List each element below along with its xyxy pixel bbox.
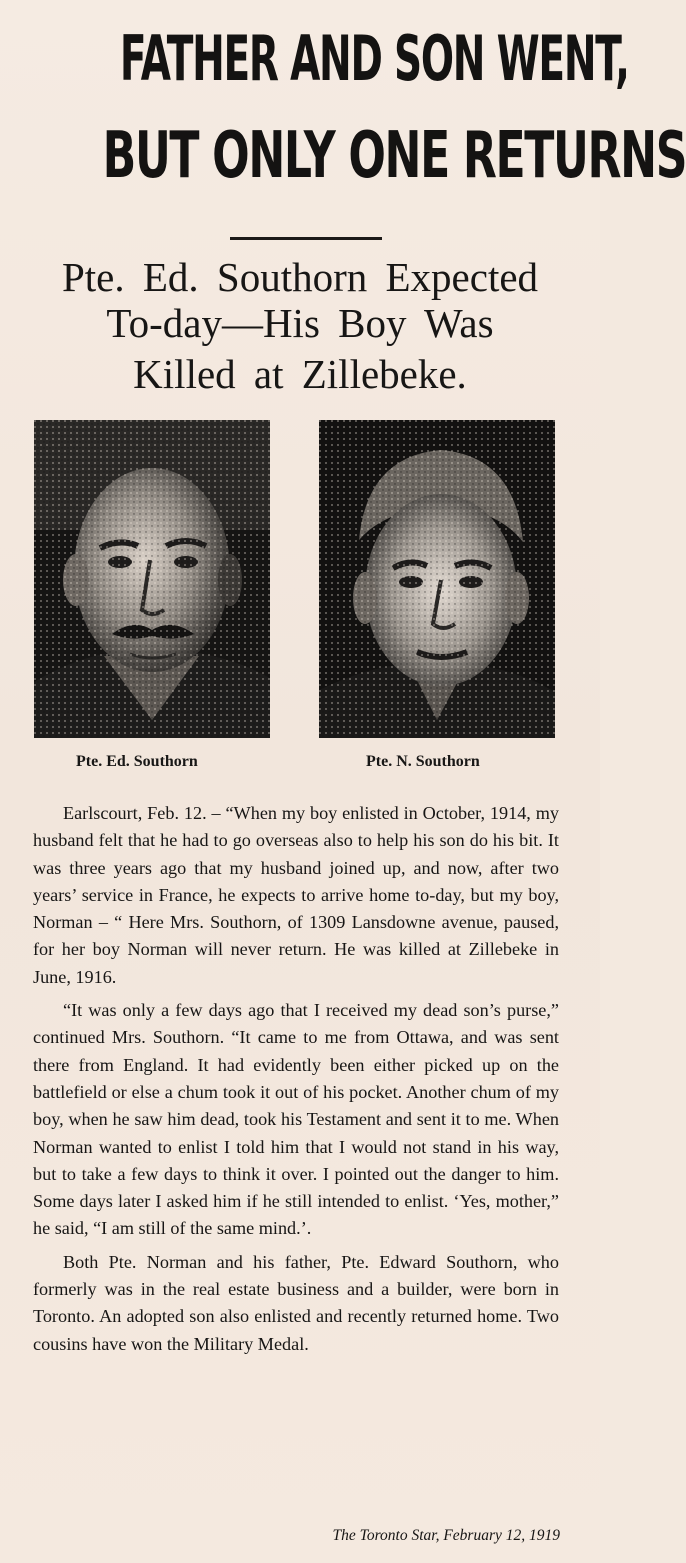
source-credit: The Toronto Star, February 12, 1919 [332, 1527, 560, 1544]
article-paragraph: Both Pte. Norman and his father, Pte. Edward Southorn, who formerly was in the real estate business and a builder, were born in Toronto. An adopted son also enlisted and recently returned home. Two cousins have won the Military Medal. [33, 1251, 559, 1354]
father-photo-caption: Pte. Ed. Southorn [76, 753, 198, 770]
article-body [33, 800, 559, 1358]
subheadline-line-2: To-day—His Boy Was [106, 300, 494, 346]
son-portrait-photo [319, 420, 555, 738]
father-portrait-photo [34, 420, 270, 738]
article-paragraph: “It was only a few days ago that I received my dead son’s purse,” continued Mrs. Southorn. “It came to me from Ottawa, and was sent there from England. It had evidently been either picked up on the battlefield or else a chum took it out of his pocket. Another chum of my boy, when he saw him dead, took his Testament and sent it to me. When Norman wanted to enlist I told him that I would not stand in his way, but to take a few days to think it over. I pointed out the danger to him. Some days later I asked him if he still intended to enlist. ‘Yes, mother,” he said, “I am still of the same mind.’. [33, 1000, 559, 1239]
subheadline-line-3: Killed at Zillebeke. [133, 351, 467, 397]
subheadline-line-1: Pte. Ed. Southorn Expected [61, 254, 539, 300]
headline-divider [230, 237, 382, 240]
article-paragraph: Earlscourt, Feb. 12. – “When my boy enlisted in October, 1914, my husband felt that he had to go overseas also to help his son do his bit. It was three years ago that my husband joined up, and now, after two years’ service in France, he expects to arrive home to-day, but my boy, Norman – “ Here Mrs. Southorn, of 1309 Lansdowne avenue, paused, for her boy Norman will never return. He was killed at Zillebeke in June, 1916. [33, 803, 559, 987]
headline-line-2: BUT ONLY ONE RETURNS [102, 119, 686, 193]
headline-line-1: FATHER AND SON WENT, [119, 22, 629, 95]
son-photo-caption: Pte. N. Southorn [366, 753, 480, 770]
